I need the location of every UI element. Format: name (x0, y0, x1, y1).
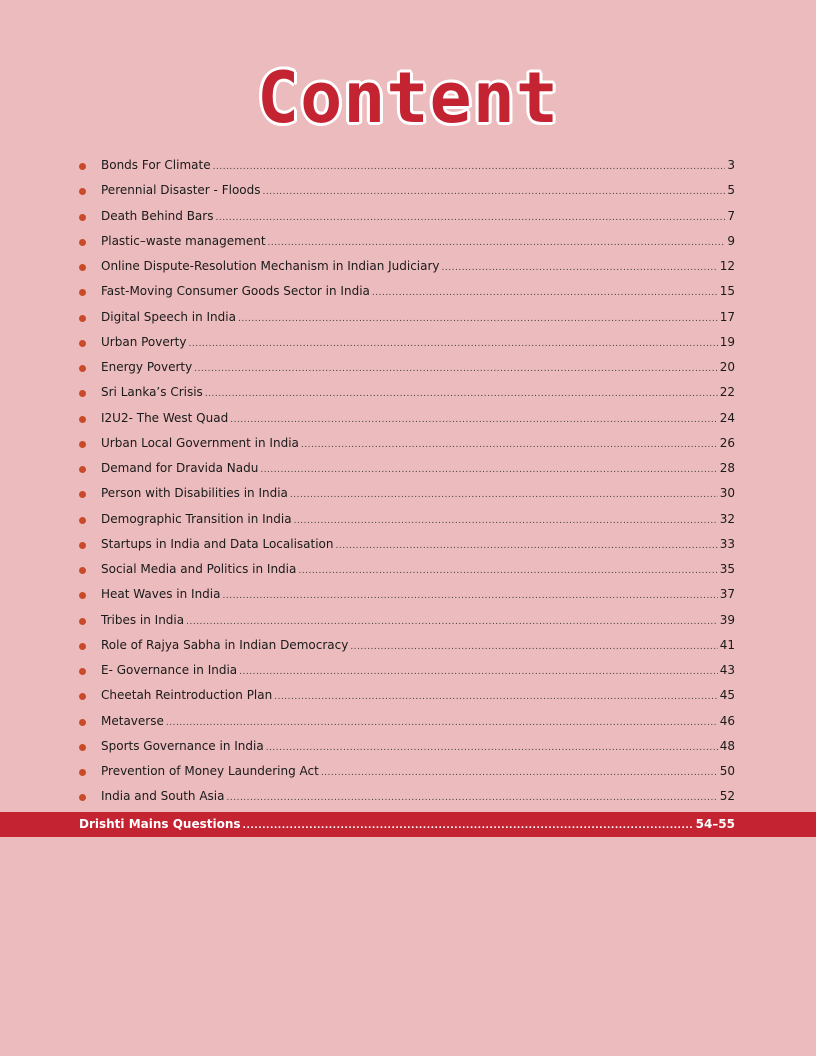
toc-entry-title: Startups in India and Data Localisation (101, 536, 334, 551)
toc-entry-line[interactable] (101, 410, 735, 428)
toc-entry-title: Energy Poverty (101, 360, 193, 374)
bullet-icon (79, 668, 86, 675)
dot-leader (274, 689, 718, 705)
toc-entry-title: Tribes in India (101, 612, 185, 627)
bullet-icon (79, 416, 86, 423)
mains-questions-bar[interactable] (0, 812, 816, 837)
toc-entry[interactable] (0, 784, 816, 809)
toc-entry-line[interactable] (101, 586, 735, 604)
dot-leader (442, 260, 718, 276)
toc-entry-page: 15 (719, 284, 735, 299)
bullet-icon (79, 542, 86, 549)
toc-entry[interactable] (0, 330, 816, 355)
toc-entry-line[interactable] (101, 763, 735, 781)
toc-entry[interactable] (0, 683, 816, 708)
toc-entry-page: 39 (719, 612, 735, 627)
toc-entry-page: 17 (719, 309, 735, 324)
bullet-icon (79, 794, 86, 801)
toc-entry[interactable] (0, 557, 816, 582)
toc-entry[interactable] (0, 532, 816, 557)
toc-entry-title: Demographic Transition in India (101, 511, 292, 526)
bullet-icon (79, 517, 86, 524)
toc-entry-title: Perennial Disaster - Floods (101, 183, 261, 198)
toc-entry[interactable] (0, 608, 816, 633)
toc-entry-page: 12 (719, 259, 735, 273)
toc-entry[interactable] (0, 229, 816, 254)
bullet-icon (79, 769, 86, 776)
mains-questions-page: 54–55 (695, 817, 735, 831)
toc-entry-page: 41 (719, 637, 735, 652)
dot-leader (205, 386, 718, 402)
toc-entry-line[interactable] (101, 637, 735, 655)
toc-entry-line[interactable] (101, 283, 735, 301)
dot-leader (268, 235, 726, 251)
mains-questions-entry[interactable] (79, 816, 735, 834)
dot-leader (298, 563, 717, 579)
toc-entry-page: 48 (719, 738, 735, 753)
dot-leader (213, 159, 726, 175)
toc-entry-line[interactable] (101, 511, 735, 529)
toc-entry[interactable] (0, 759, 816, 784)
toc-entry-title: Prevention of Money Laundering Act (101, 764, 319, 778)
toc-entry-line[interactable] (101, 738, 735, 756)
dot-leader (294, 513, 718, 529)
toc-entry-page: 30 (719, 486, 735, 501)
toc-entry-title: E- Governance in India (101, 663, 238, 677)
toc-entry-line[interactable] (101, 435, 735, 453)
toc-entry-page: 45 (719, 688, 735, 703)
toc-entry-title: Role of Rajya Sabha in Indian Democracy (101, 637, 349, 652)
toc-entry[interactable] (0, 734, 816, 759)
toc-entry-title: Fast-Moving Consumer Goods Sector in India (101, 284, 370, 299)
toc-entry-title: Metaverse (101, 713, 164, 728)
toc-entry-page: 5 (727, 183, 735, 198)
bullet-icon (79, 693, 86, 700)
toc-entry-page: 3 (727, 158, 735, 172)
toc-entry-page: 35 (719, 562, 735, 576)
toc-entry-title: Urban Poverty (101, 334, 187, 349)
toc-entry-title: Person with Disabilities in India (101, 486, 288, 501)
toc-entry-page: 52 (719, 789, 735, 804)
toc-entry[interactable] (0, 279, 816, 304)
toc-entry-page: 37 (719, 587, 735, 602)
toc-entry-line[interactable] (101, 359, 735, 377)
toc-entry-line[interactable] (101, 334, 735, 352)
bullet-icon (79, 618, 86, 625)
dot-leader (290, 487, 718, 503)
toc-entry-line[interactable] (101, 788, 735, 806)
toc-entry-title: Demand for Dravida Nadu (101, 461, 259, 475)
bullet-icon (79, 289, 86, 296)
toc-entry-line[interactable] (101, 208, 735, 226)
dot-leader (186, 614, 718, 630)
dot-leader (227, 790, 718, 806)
toc-entry-line[interactable] (101, 157, 735, 175)
toc-entry-line[interactable] (101, 233, 735, 251)
dot-leader (260, 462, 717, 478)
bullet-icon (79, 567, 86, 574)
bullet-icon (79, 214, 86, 221)
toc-entry-line[interactable] (101, 713, 735, 731)
toc-entry[interactable] (0, 355, 816, 380)
dot-leader (350, 639, 717, 655)
dot-leader (222, 588, 717, 604)
toc-entry[interactable] (0, 658, 816, 683)
toc-entry-line[interactable] (101, 485, 735, 503)
toc-entry-page: 19 (719, 334, 735, 349)
toc-entry-title: I2U2- The West Quad (101, 410, 229, 425)
toc-entry-page: 32 (719, 511, 735, 526)
toc-entry-title: India and South Asia (101, 789, 225, 804)
toc-entry-line[interactable] (101, 612, 735, 630)
toc-entry-title: Plastic–waste management (101, 233, 266, 248)
toc-entry-page: 28 (719, 461, 735, 475)
dot-leader (166, 715, 718, 731)
table-of-contents (0, 153, 816, 810)
toc-entry-title: Cheetah Reintroduction Plan (101, 688, 273, 703)
dot-leader (188, 336, 717, 352)
toc-entry[interactable] (0, 507, 816, 532)
bullet-icon (79, 719, 86, 726)
toc-entry[interactable] (0, 481, 816, 506)
dot-leader (238, 311, 718, 327)
toc-entry-line[interactable] (101, 384, 735, 402)
toc-entry-line[interactable] (101, 309, 735, 327)
toc-entry-page: 20 (719, 360, 735, 374)
toc-entry[interactable] (0, 431, 816, 456)
dot-leader (301, 437, 718, 453)
bullet-icon (79, 466, 86, 473)
toc-entry-page: 46 (719, 713, 735, 728)
toc-entry-line[interactable] (101, 662, 735, 680)
toc-entry-title: Bonds For Climate (101, 158, 211, 172)
toc-entry-title: Death Behind Bars (101, 208, 214, 223)
dot-leader (336, 538, 718, 554)
toc-entry[interactable] (0, 254, 816, 279)
toc-entry[interactable] (0, 456, 816, 481)
toc-entry-line[interactable] (101, 561, 735, 579)
bullet-icon (79, 163, 86, 170)
toc-entry-title: Digital Speech in India (101, 309, 236, 324)
bullet-icon (79, 390, 86, 397)
toc-entry-page: 26 (719, 435, 735, 450)
dot-leader (230, 412, 718, 428)
bullet-icon (79, 188, 86, 195)
bullet-icon (79, 643, 86, 650)
toc-entry[interactable] (0, 380, 816, 405)
toc-entry-line[interactable] (101, 182, 735, 200)
dot-leader (243, 818, 694, 834)
dot-leader (215, 210, 725, 226)
toc-entry-page: 43 (719, 663, 735, 677)
dot-leader (321, 765, 718, 781)
bullet-icon (79, 264, 86, 271)
bullet-icon (79, 365, 86, 372)
bullet-icon (79, 239, 86, 246)
toc-entry[interactable] (0, 633, 816, 658)
mains-questions-title: Drishti Mains Questions (79, 817, 241, 831)
bullet-icon (79, 491, 86, 498)
page-title: Content (256, 57, 559, 139)
bullet-icon (79, 744, 86, 751)
toc-entry-title: Social Media and Politics in India (101, 562, 297, 576)
dot-leader (239, 664, 718, 680)
toc-entry-page: 22 (719, 385, 735, 400)
dot-leader (263, 184, 726, 200)
bullet-icon (79, 441, 86, 448)
dot-leader (372, 285, 718, 301)
toc-entry[interactable] (0, 153, 816, 178)
bullet-icon (79, 592, 86, 599)
toc-entry-title: Online Dispute-Resolution Mechanism in Indian Judiciary (101, 259, 440, 273)
toc-entry[interactable] (0, 582, 816, 607)
toc-entry-title: Sports Governance in India (101, 738, 264, 753)
dot-leader (266, 740, 718, 756)
toc-entry[interactable] (0, 709, 816, 734)
toc-entry[interactable] (0, 178, 816, 203)
toc-entry-title: Heat Waves in India (101, 587, 221, 602)
toc-entry-page: 24 (719, 410, 735, 425)
toc-entry[interactable] (0, 305, 816, 330)
toc-entry-title: Urban Local Government in India (101, 435, 299, 450)
dot-leader (194, 361, 718, 377)
toc-entry[interactable] (0, 406, 816, 431)
toc-entry-page: 7 (727, 208, 735, 223)
toc-entry-page: 50 (719, 764, 735, 778)
toc-entry-line[interactable] (101, 258, 735, 276)
bullet-icon (79, 340, 86, 347)
toc-entry-page: 9 (727, 233, 735, 248)
toc-entry-page: 33 (719, 536, 735, 551)
toc-entry-line[interactable] (101, 687, 735, 705)
toc-entry-line[interactable] (101, 460, 735, 478)
bullet-icon (79, 315, 86, 322)
toc-entry-title: Sri Lanka’s Crisis (101, 385, 203, 400)
toc-entry[interactable] (0, 204, 816, 229)
toc-entry-line[interactable] (101, 536, 735, 554)
